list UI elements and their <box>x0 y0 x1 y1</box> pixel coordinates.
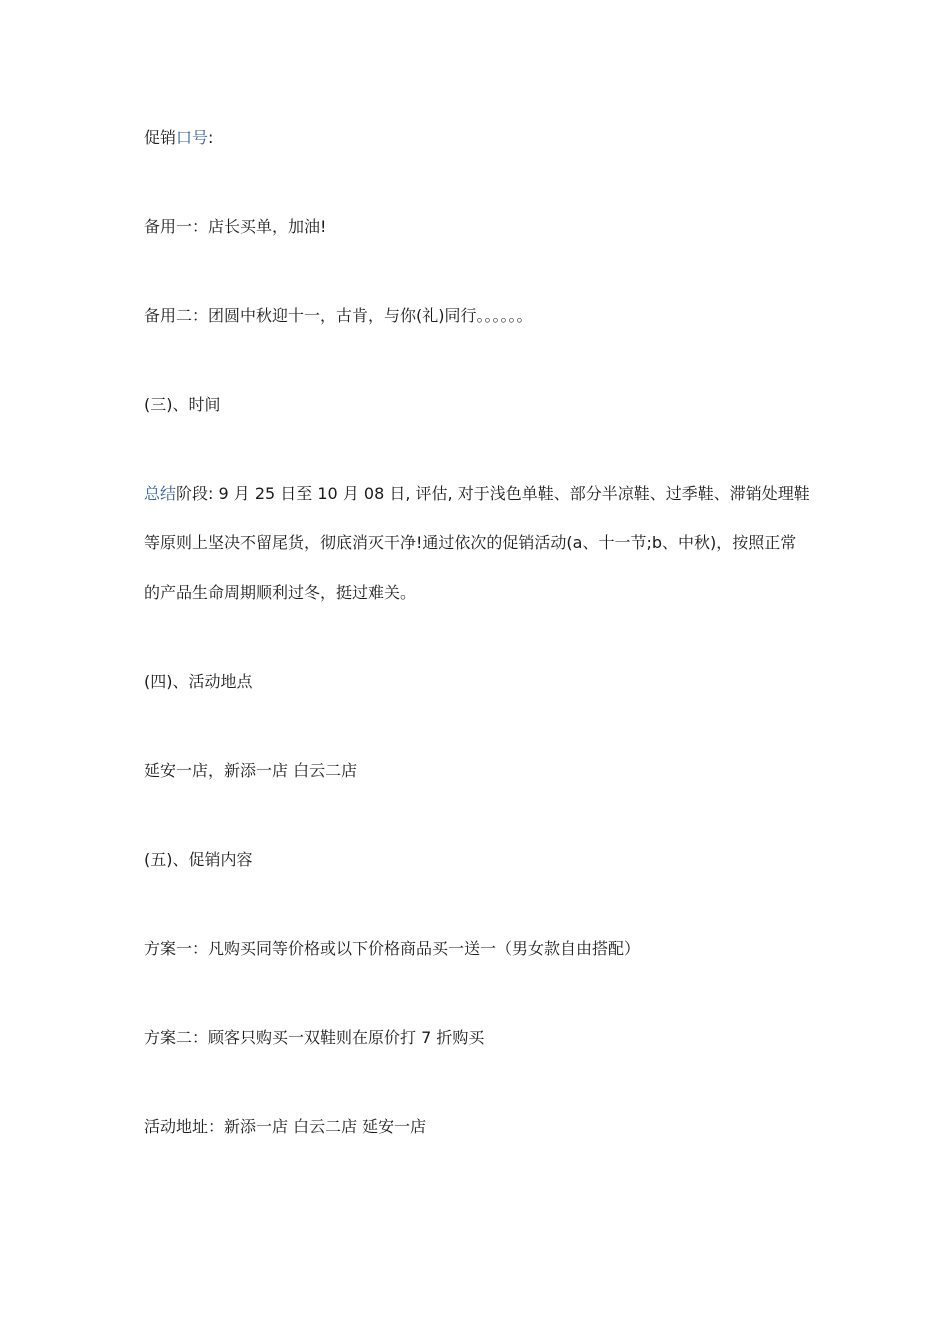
summary-link[interactable]: 总结 <box>144 484 177 503</box>
plan-1-text: 方案一：凡购买同等价格或以下价格商品买一送一（男女款自由搭配） <box>144 939 641 958</box>
plan-2-text: 方案二：顾客只购买一双鞋则在原价打 7 折购买 <box>144 1028 485 1047</box>
section-content-heading: (五)、促销内容 <box>144 850 253 869</box>
activity-address-text: 活动地址：新添一店 白云二店 延安一店 <box>144 1117 427 1136</box>
locations-text: 延安一店，新添一店 白云二店 <box>144 761 358 780</box>
summary-paragraph-line-1 <box>144 483 810 505</box>
section-time-heading: (三)、时间 <box>144 395 221 414</box>
slogan-option-2: 备用二：团圆中秋迎十一，古肯，与你(礼)同行。。。。。。 <box>144 306 533 325</box>
slogan-heading-suffix: : <box>208 128 214 147</box>
slogan-link[interactable]: 口号 <box>176 128 209 147</box>
summary-paragraph-line-3: 的产品生命周期顺利过冬，挺过难关。 <box>144 583 417 602</box>
slogan-heading <box>144 127 213 149</box>
summary-line-1-text: 阶段: 9 月 25 日至 10 月 08 日, 评估, 对于浅色单鞋、部分半凉鞋、过季鞋、滞销处理鞋 <box>176 484 810 503</box>
slogan-heading-prefix: 促销 <box>144 128 177 147</box>
slogan-option-1: 备用一：店长买单，加油! <box>144 217 327 236</box>
section-location-heading: (四)、活动地点 <box>144 672 253 691</box>
summary-paragraph-line-2: 等原则上坚决不留尾货，彻底消灭干净!通过依次的促销活动(a、十一节;b、中秋)，按照正常 <box>144 533 797 552</box>
